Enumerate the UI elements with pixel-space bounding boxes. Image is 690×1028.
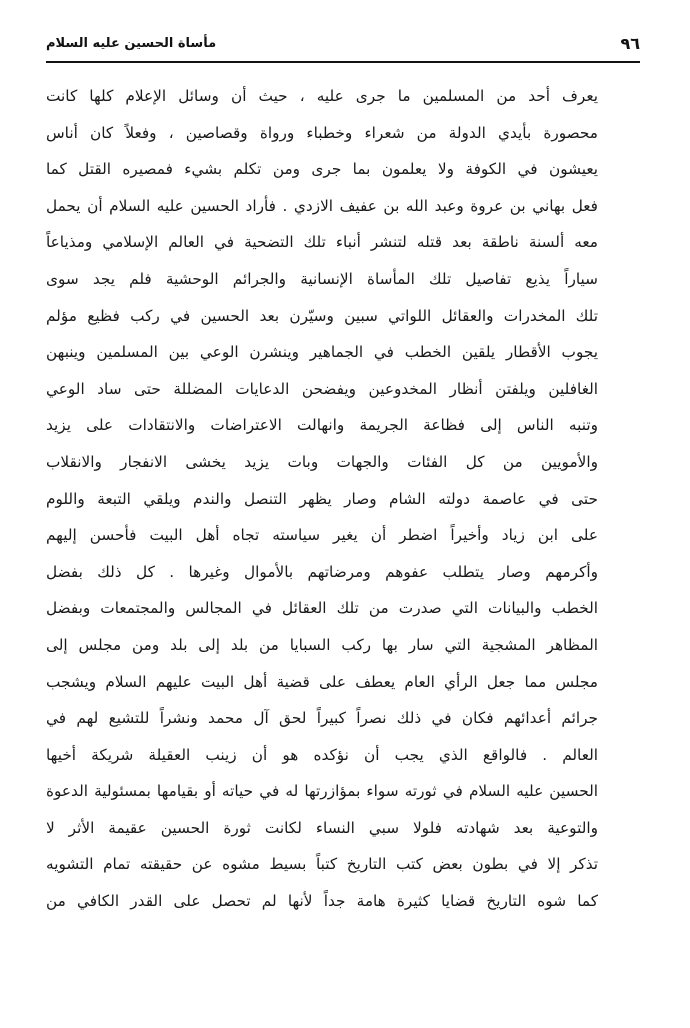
text-line: وأكرمهم وصار يتطلب عفوهم ومرضاتهم بالأموال وغيرها . كل ذلك بفضل	[46, 562, 598, 581]
text-line: الخطب والبيانات التي صدرت من تلك العقائل في المجالس والمجتمعات وبفضل	[46, 599, 598, 618]
text-line: سياراً يذيع تفاصيل تلك المأساة الإنسانية والجرائم الوحشية فلم يجد سوى	[46, 269, 598, 288]
header-divider	[46, 61, 640, 63]
text-line: حتى في عاصمة دولته الشام وصار يظهر التنصل والندم ويلقي التبعة واللوم	[46, 489, 598, 508]
body-text	[46, 78, 598, 920]
text-line: والتوعية بعد شهادته فلولا سبي النساء لكانت ثورة الحسين عقيمة الأثر لا	[46, 818, 598, 837]
text-line: العالم . فالواقع الذي يجب أن نؤكده هو أن زينب العقيلة شريكة أخيها	[46, 745, 598, 764]
text-line: كما شوه التاريخ قضايا كثيرة هامة جداً لأنها لم تحصل على القدر الكافي من	[46, 892, 598, 911]
running-title: مأساة الحسين عليه السلام	[46, 36, 217, 51]
text-line: محصورة بأيدي الدولة من شعراء وخطباء ورواة وقصاصين ، وفعلاً كان أناس	[46, 123, 598, 142]
page-header	[46, 34, 640, 58]
text-line: يجوب الأقطار يلقين الخطب في الجماهير وينشرن الوعي بين المسلمين وينبهن	[46, 343, 598, 362]
text-line: المظاهر المشجية التي سار بها ركب السبايا من بلد إلى بلد ومن مجلس إلى	[46, 635, 598, 654]
text-line: وتنبه الناس إلى فظاعة الجريمة وانهالت الاعتراضات والانتقادات على يزيد	[46, 416, 598, 435]
text-line: جرائم أعدائهم فكان في ذلك نصراً كبيراً لحق آل محمد ونشراً للتشيع لهم في	[46, 709, 598, 728]
text-line: الغافلين ويلفتن أنظار المخدوعين ويفضحن الدعايات المضللة حتى ساد الوعي	[46, 379, 598, 398]
text-line: تلك المخدرات والعقائل اللواتي سبين وسيّرن بعد الحسين في ركب فظيع مؤلم	[46, 306, 598, 325]
page-number: ٩٦	[620, 34, 640, 53]
text-line: الحسين عليه السلام في ثورته سواء بمؤازرتها له في حياته أو بقيامها بمسئولية الدعوة	[46, 782, 598, 801]
text-line: والأمويين من كل الفئات والجهات وبات يزيد يخشى الانفجار والانقلاب	[46, 452, 598, 471]
text-line: يعرف أحد من المسلمين ما جرى عليه ، حيث أن وسائل الإعلام كلها كانت	[46, 87, 598, 105]
text-line: على ابن زياد وأخيراً اضطر أن يغير سياسته تجاه أهل البيت فأحسن إليهم	[46, 526, 598, 545]
text-line: تذكر إلا في بطون بعض كتب التاريخ كتباً بسيط مشوه عن حقيقته تمام التشويه	[46, 855, 598, 874]
text-line: يعيشون في الكوفة ولا يعلمون بما جرى ومن تكلم بشيء فمصيره القتل كما	[46, 160, 598, 179]
text-line: فعل بهاني بن عروة وعبد الله بن عفيف الازدي . فأراد الحسين عليه السلام أن يحمل	[46, 196, 598, 215]
text-line: معه ألسنة ناطقة بعد قتله لتنشر أنباء تلك التضحية في العالم الإسلامي ومذياعاً	[46, 233, 598, 252]
text-line: مجلس مما جعل الرأي العام يعطف على قضية أهل البيت عليهم السلام ويشجب	[46, 672, 598, 691]
